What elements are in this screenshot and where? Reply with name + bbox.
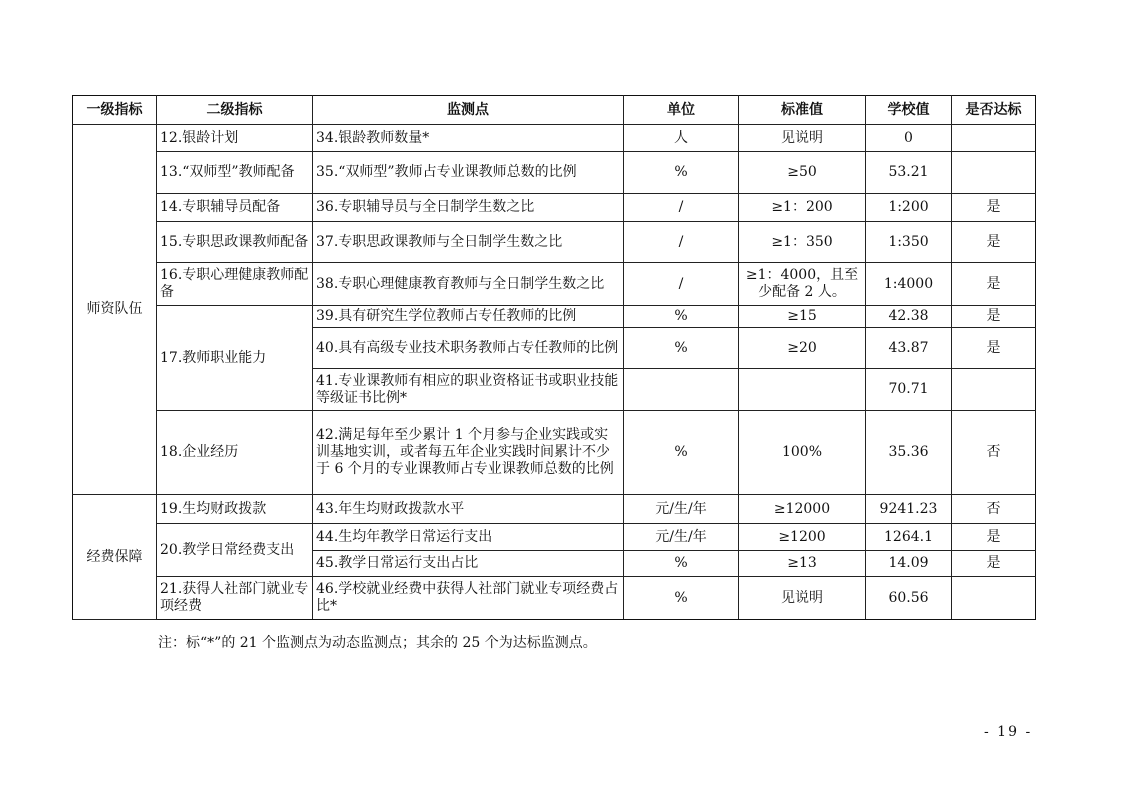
standard-cell: 见说明 [739, 125, 866, 152]
met-cell: 是 [952, 306, 1036, 328]
table-row [73, 306, 1036, 328]
monitoring-point: 46.学校就业经费中获得人社部门就业专项经费占比* [313, 577, 624, 620]
school-value-cell: 42.38 [866, 306, 952, 328]
header-cell: 学校值 [866, 96, 952, 125]
table-row [73, 222, 1036, 263]
unit-cell: / [624, 194, 739, 222]
monitoring-point: 43.年生均财政拨款水平 [313, 495, 624, 524]
secondary-indicator: 20.教学日常经费支出 [157, 524, 313, 577]
page-number: - 19 - [984, 724, 1033, 740]
secondary-indicator: 14.专职辅导员配备 [157, 194, 313, 222]
unit-cell [624, 369, 739, 411]
table-row [73, 194, 1036, 222]
header-cell: 监测点 [313, 96, 624, 125]
secondary-indicator: 19.生均财政拨款 [157, 495, 313, 524]
unit-cell: % [624, 551, 739, 577]
school-value-cell: 14.09 [866, 551, 952, 577]
header-cell: 标准值 [739, 96, 866, 125]
school-value-cell: 43.87 [866, 328, 952, 369]
school-value-cell: 70.71 [866, 369, 952, 411]
monitoring-point: 42.满足每年至少累计 1 个月参与企业实践或实训基地实训，或者每五年企业实践时间累计不少于 6 个月的专业课教师占专业课教师总数的比例 [313, 411, 624, 495]
standard-cell: ≥13 [739, 551, 866, 577]
monitoring-point: 35.“双师型”教师占专业课教师总数的比例 [313, 152, 624, 194]
unit-cell: 人 [624, 125, 739, 152]
table-row [73, 524, 1036, 551]
table-row [73, 577, 1036, 620]
monitoring-point: 45.教学日常运行支出占比 [313, 551, 624, 577]
table-row [73, 125, 1036, 152]
school-value-cell: 1:4000 [866, 263, 952, 306]
school-value-cell: 1:200 [866, 194, 952, 222]
secondary-indicator: 16.专职心理健康教师配备 [157, 263, 313, 306]
monitoring-point: 38.专职心理健康教育教师与全日制学生数之比 [313, 263, 624, 306]
school-value-cell: 60.56 [866, 577, 952, 620]
standard-cell [739, 369, 866, 411]
table-row [73, 411, 1036, 495]
met-cell: 是 [952, 328, 1036, 369]
school-value-cell: 9241.23 [866, 495, 952, 524]
standard-cell: ≥1：4000，且至少配备 2 人。 [739, 263, 866, 306]
standard-cell: ≥50 [739, 152, 866, 194]
standard-cell: 见说明 [739, 577, 866, 620]
secondary-indicator: 15.专职思政课教师配备 [157, 222, 313, 263]
met-cell: 是 [952, 263, 1036, 306]
indicator-table [72, 95, 1036, 620]
unit-cell: % [624, 152, 739, 194]
header-cell: 是否达标 [952, 96, 1036, 125]
table-header-row [73, 96, 1036, 125]
table-row [73, 495, 1036, 524]
met-cell: 否 [952, 495, 1036, 524]
unit-cell: / [624, 263, 739, 306]
standard-cell: ≥20 [739, 328, 866, 369]
table-row [73, 263, 1036, 306]
monitoring-point: 36.专职辅导员与全日制学生数之比 [313, 194, 624, 222]
unit-cell: 元/生/年 [624, 524, 739, 551]
met-cell [952, 577, 1036, 620]
standard-cell: ≥15 [739, 306, 866, 328]
school-value-cell: 1:350 [866, 222, 952, 263]
secondary-indicator: 13.“双师型”教师配备 [157, 152, 313, 194]
standard-cell: ≥1：200 [739, 194, 866, 222]
met-cell [952, 152, 1036, 194]
standard-cell: ≥1：350 [739, 222, 866, 263]
secondary-indicator: 12.银龄计划 [157, 125, 313, 152]
standard-cell: ≥1200 [739, 524, 866, 551]
met-cell: 是 [952, 222, 1036, 263]
secondary-indicator: 18.企业经历 [157, 411, 313, 495]
header-cell: 单位 [624, 96, 739, 125]
monitoring-point: 34.银龄教师数量* [313, 125, 624, 152]
monitoring-point: 37.专职思政课教师与全日制学生数之比 [313, 222, 624, 263]
secondary-indicator: 17.教师职业能力 [157, 306, 313, 411]
school-value-cell: 53.21 [866, 152, 952, 194]
unit-cell: % [624, 577, 739, 620]
secondary-indicator: 21.获得人社部门就业专项经费 [157, 577, 313, 620]
monitoring-point: 44.生均年教学日常运行支出 [313, 524, 624, 551]
met-cell [952, 125, 1036, 152]
footnote: 注：标“*”的 21 个监测点为动态监测点；其余的 25 个为达标监测点。 [158, 635, 597, 651]
monitoring-point: 41.专业课教师有相应的职业资格证书或职业技能等级证书比例* [313, 369, 624, 411]
met-cell: 是 [952, 551, 1036, 577]
standard-cell: 100% [739, 411, 866, 495]
group-label-teachers: 师资队伍 [73, 125, 157, 495]
met-cell [952, 369, 1036, 411]
monitoring-point: 39.具有研究生学位教师占专任教师的比例 [313, 306, 624, 328]
school-value-cell: 0 [866, 125, 952, 152]
school-value-cell: 1264.1 [866, 524, 952, 551]
table-row [73, 152, 1036, 194]
monitoring-point: 40.具有高级专业技术职务教师占专任教师的比例 [313, 328, 624, 369]
header-cell: 二级指标 [157, 96, 313, 125]
school-value-cell: 35.36 [866, 411, 952, 495]
header-cell: 一级指标 [73, 96, 157, 125]
met-cell: 是 [952, 524, 1036, 551]
unit-cell: % [624, 328, 739, 369]
unit-cell: / [624, 222, 739, 263]
met-cell: 否 [952, 411, 1036, 495]
unit-cell: % [624, 411, 739, 495]
unit-cell: % [624, 306, 739, 328]
group-label-funding: 经费保障 [73, 495, 157, 620]
standard-cell: ≥12000 [739, 495, 866, 524]
unit-cell: 元/生/年 [624, 495, 739, 524]
met-cell: 是 [952, 194, 1036, 222]
